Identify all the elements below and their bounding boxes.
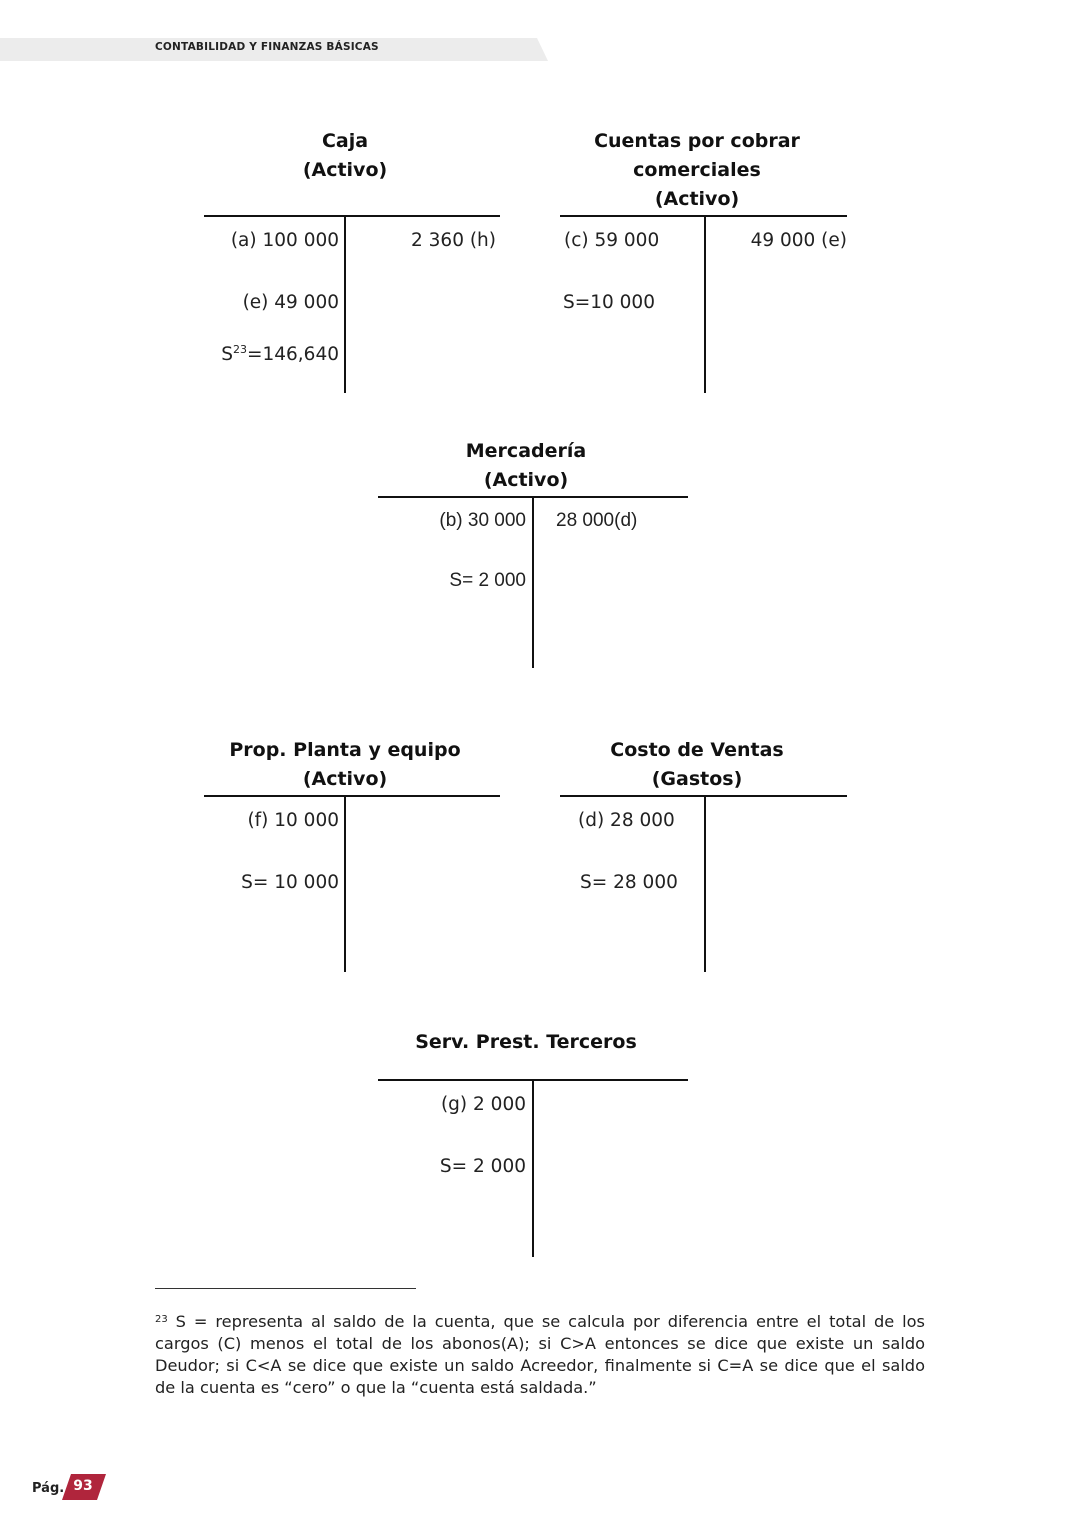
footnote-ref: 23 xyxy=(232,343,247,356)
t-account-title xyxy=(426,437,626,495)
t-account-vline xyxy=(344,796,346,972)
balance-entry: S= 10 000 xyxy=(241,872,339,893)
running-header: CONTABILIDAD Y FINANZAS BÁSICAS xyxy=(155,41,379,53)
debit-entry: (a) 100 000 xyxy=(230,230,339,251)
t-account-vline xyxy=(532,497,534,668)
footnote xyxy=(155,1311,925,1399)
credit-entry: 2 360 (h) xyxy=(411,230,497,251)
credit-entry: 28 000(d) xyxy=(556,510,638,531)
t-account-vline xyxy=(532,1080,534,1257)
account-type: (Activo) xyxy=(483,469,569,491)
account-name: Cuentas por cobrar xyxy=(594,130,800,152)
t-account-title xyxy=(587,736,807,794)
t-account-vline xyxy=(704,796,706,972)
credit-entry: 49 000 (e) xyxy=(750,230,847,251)
balance-entry: S= 2 000 xyxy=(439,1156,526,1177)
footnote-text: S = representa al saldo de la cuenta, que se calcula por diferencia entre el total de los cargos (C) menos el total de los abonos(A); si C>A entonces se dice que existe un saldo Deudor; si C<A se dice que existe un saldo Acreedor, finalmente si C=A se dice que el saldo de la cuenta es “cero” o que la “cuenta está saldada.” xyxy=(155,1312,925,1397)
debit-entry: (g) 2 000 xyxy=(440,1094,526,1115)
debit-entry: (b) 30 000 xyxy=(439,510,526,531)
account-name: Serv. Prest. Terceros xyxy=(415,1031,637,1053)
account-type: (Activo) xyxy=(302,768,388,790)
t-account-title xyxy=(406,1028,646,1057)
debit-entry: (e) 49 000 xyxy=(242,292,339,313)
t-account-title xyxy=(225,736,465,794)
account-name: Costo de Ventas xyxy=(610,739,784,761)
t-account-vline xyxy=(704,216,706,393)
footnote-number: 23 xyxy=(155,1314,168,1325)
account-type: (Gastos) xyxy=(651,768,743,790)
debit-entry: (f) 10 000 xyxy=(247,810,339,831)
debit-entry: (c) 59 000 xyxy=(564,230,660,251)
t-account-title xyxy=(245,127,445,185)
t-account-hline xyxy=(204,215,500,217)
account-name: Mercadería xyxy=(465,440,587,462)
account-name: Prop. Planta y equipo xyxy=(229,739,461,761)
account-type: (Activo) xyxy=(302,159,388,181)
t-account-hline xyxy=(204,795,500,797)
t-account-vline xyxy=(344,216,346,393)
page-number: 93 xyxy=(73,1478,93,1494)
account-name: Caja xyxy=(321,130,369,152)
t-account-title xyxy=(567,127,827,214)
account-name: comerciales xyxy=(633,159,761,181)
balance-entry: $S^{23}=146,640$ xyxy=(221,343,339,365)
balance-entry: S= 28 000 xyxy=(580,872,678,893)
footnote-rule xyxy=(155,1288,416,1289)
page-label: Pág. xyxy=(32,1481,65,1496)
balance-entry: S=10 000 xyxy=(563,292,655,313)
account-type: (Activo) xyxy=(654,188,740,210)
balance-entry: S= 2 000 xyxy=(449,570,526,591)
debit-entry: (d) 28 000 xyxy=(578,810,675,831)
